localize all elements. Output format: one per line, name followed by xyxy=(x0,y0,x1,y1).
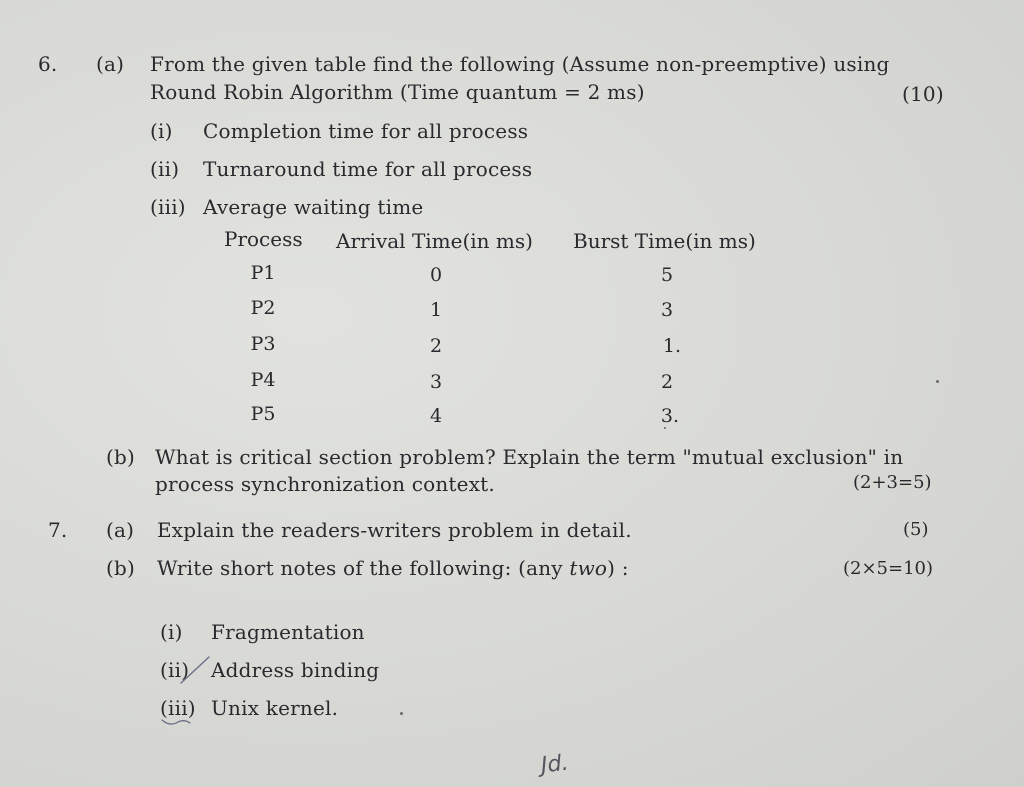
table-cell-arrival: 2 xyxy=(429,335,443,357)
q6a-item-iii-text: Average waiting time xyxy=(203,195,424,219)
table-header-arrival: Arrival Time(in ms) xyxy=(336,229,533,253)
q7b-item-ii-text: Address binding xyxy=(211,658,380,682)
q7b-item-iii-text: Unix kernel. xyxy=(211,696,339,720)
table-cell-burst: 2 xyxy=(660,371,674,393)
q7b-text-emphasis: two xyxy=(569,556,608,580)
table-cell-arrival: 0 xyxy=(429,264,443,286)
table-cell-process: P3 xyxy=(250,333,276,355)
table-cell-burst: 3 xyxy=(660,299,674,321)
pen-underline-mark-icon xyxy=(160,716,194,728)
q7b-item-i-text: Fragmentation xyxy=(211,620,365,644)
stray-dot xyxy=(664,427,666,429)
q6b-label: (b) xyxy=(106,445,136,469)
q6b-line1: What is critical section problem? Explain the term "mutual exclusion" in xyxy=(155,445,904,469)
q6a-line2: Round Robin Algorithm (Time quantum = 2 ms) xyxy=(150,80,645,104)
q7a-label: (a) xyxy=(106,518,135,542)
q7b-text-prefix: Write short notes of the following: (any xyxy=(157,556,570,580)
table-cell-process: P4 xyxy=(250,369,276,391)
q7-number: 7. xyxy=(48,518,68,542)
q7b-item-i-label: (i) xyxy=(160,620,183,644)
stray-dot xyxy=(936,380,939,383)
q7b-text xyxy=(157,556,629,580)
table-header-burst: Burst Time(in ms) xyxy=(573,229,756,253)
q7a-text: Explain the readers-writers problem in detail. xyxy=(157,518,632,542)
q7b-text-suffix: ) : xyxy=(607,556,629,580)
table-cell-arrival: 4 xyxy=(429,405,443,427)
handwritten-signature: Jd. xyxy=(539,750,570,779)
table-header-process: Process xyxy=(224,227,303,251)
table-cell-burst: 1. xyxy=(662,335,682,357)
q6b-marks: (2+3=5) xyxy=(853,472,932,493)
stray-dot xyxy=(400,712,403,715)
q6b-line2: process synchronization context. xyxy=(155,472,495,496)
q6-number: 6. xyxy=(38,52,58,76)
table-cell-process: P1 xyxy=(250,262,276,284)
q6a-item-ii-text: Turnaround time for all process xyxy=(203,157,533,181)
q6a-line1: From the given table find the following (Assume non-preemptive) using xyxy=(150,52,890,76)
table-cell-process: P5 xyxy=(250,403,276,425)
table-cell-burst: 5 xyxy=(660,264,674,286)
q7b-marks: (2×5=10) xyxy=(843,558,934,579)
q7b-item-iii-label: (iii) xyxy=(160,696,196,720)
q7b-label: (b) xyxy=(106,556,136,580)
q6a-item-i-text: Completion time for all process xyxy=(203,119,529,143)
pen-tick-mark-icon xyxy=(177,655,213,685)
table-cell-burst: 3. xyxy=(660,405,680,427)
q6a-item-ii-label: (ii) xyxy=(150,157,180,181)
q7a-marks: (5) xyxy=(903,519,929,540)
q6a-label: (a) xyxy=(96,52,125,76)
q6a-item-i-label: (i) xyxy=(150,119,173,143)
table-cell-arrival: 3 xyxy=(429,371,443,393)
q7b-item-ii-label: (ii) xyxy=(160,658,190,682)
q6a-marks: (10) xyxy=(902,82,944,106)
q6a-item-iii-label: (iii) xyxy=(150,195,186,219)
table-cell-process: P2 xyxy=(250,297,276,319)
table-cell-arrival: 1 xyxy=(429,299,443,321)
